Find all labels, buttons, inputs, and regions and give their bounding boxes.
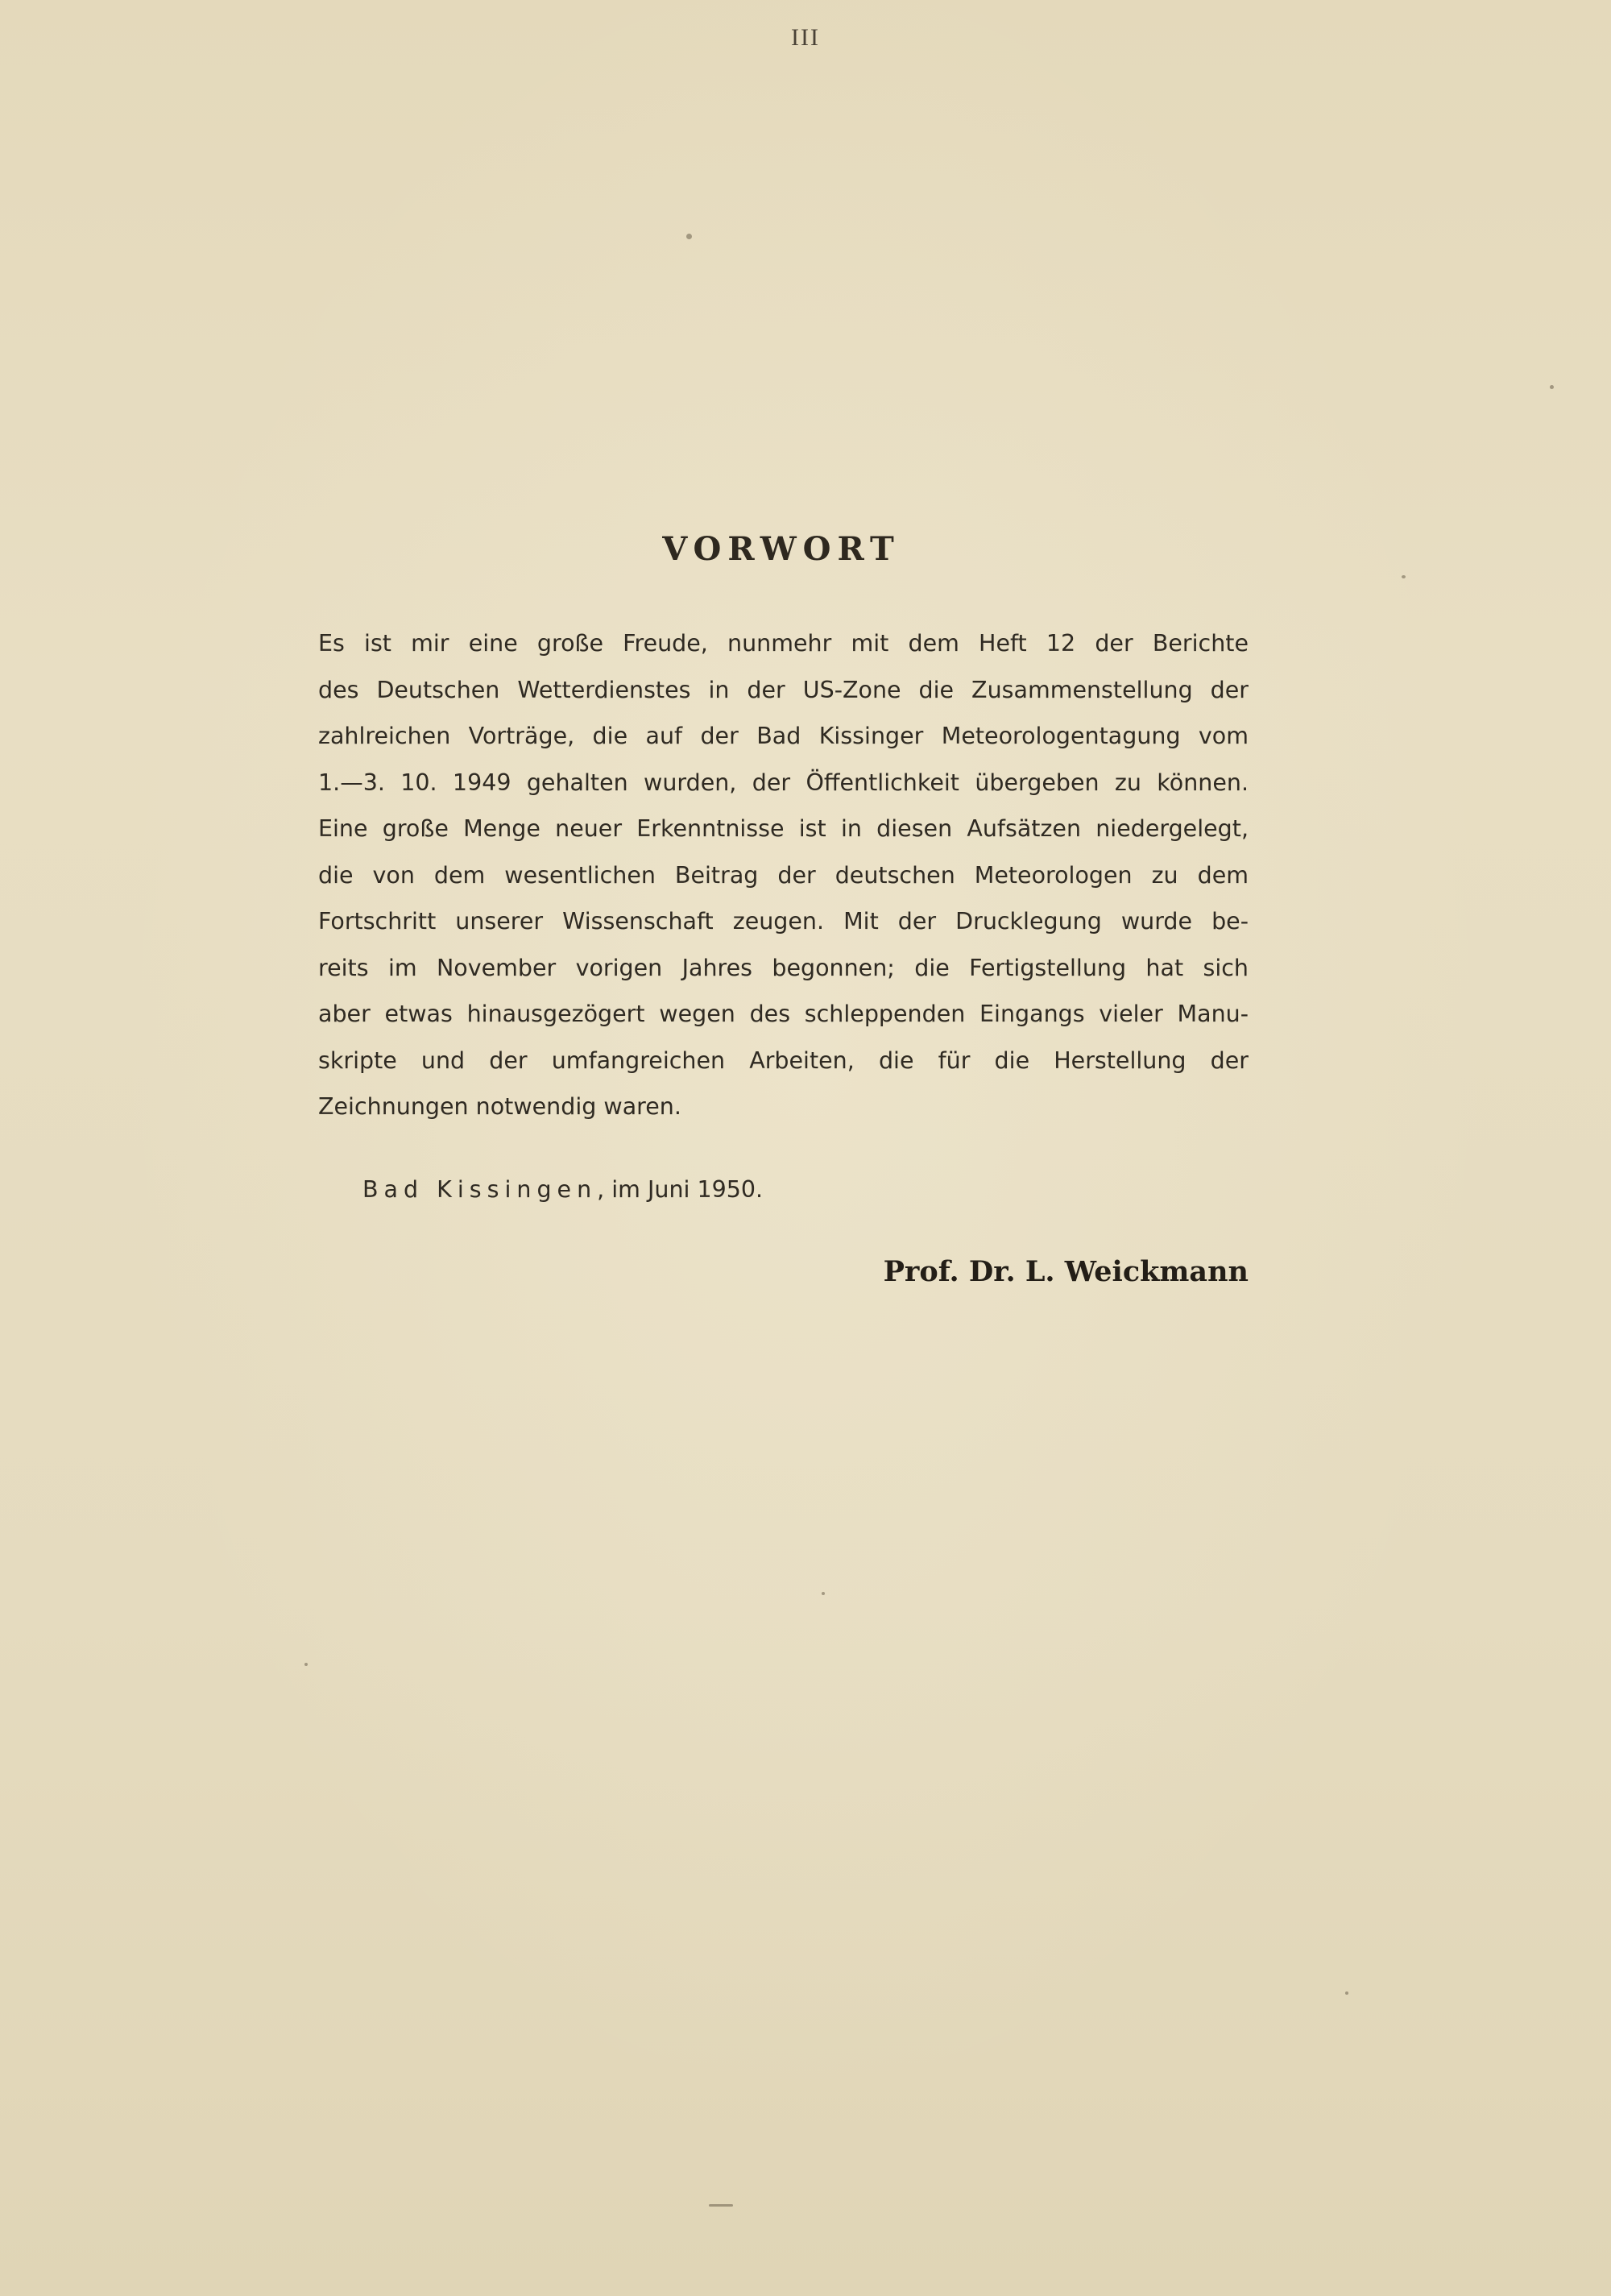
body-line: des Deutschen Wetterdienstes in der US-Zone die Zusammenstellung der — [318, 676, 1249, 703]
paper-speck — [1402, 575, 1406, 578]
paper-speck — [822, 1592, 825, 1595]
body-line: die von dem wesentlichen Beitrag der deutschen Meteorologen zu dem — [318, 861, 1249, 889]
place-name: Bad Kissingen — [362, 1176, 598, 1203]
place-date-line — [362, 1176, 763, 1203]
author-signature: Prof. Dr. L. Weickmann — [883, 1255, 1249, 1288]
paper-speck — [686, 234, 692, 239]
body-line: Fortschritt unserer Wissenschaft zeugen. Mit der Drucklegung wurde be- — [318, 908, 1249, 935]
paper-speck — [1550, 385, 1554, 389]
paper-speck — [304, 1663, 308, 1666]
body-line: Zeichnungen notwendig waren. — [318, 1093, 681, 1120]
body-line: skripte und der umfangreichen Arbeiten, die für die Herstellung der — [318, 1046, 1249, 1074]
body-line: Eine große Menge neuer Erkenntnisse ist in diesen Aufsätzen niedergelegt, — [318, 815, 1249, 842]
body-line: zahlreichen Vorträge, die auf der Bad Kissinger Meteorologentagung vom — [318, 723, 1249, 749]
preface-body — [318, 620, 1249, 1130]
body-line: aber etwas hinausgezögert wegen des schleppenden Eingangs vieler Manu- — [318, 1001, 1249, 1027]
paper-speck — [709, 2204, 733, 2207]
date-text: , im Juni 1950. — [597, 1176, 764, 1203]
body-line: 1.—3. 10. 1949 gehalten wurden, der Öffentlichkeit übergeben zu können. — [318, 769, 1249, 796]
body-line: Es ist mir eine große Freude, nunmehr mit dem Heft 12 der Berichte — [318, 630, 1249, 657]
paper-speck — [1345, 1991, 1348, 1995]
body-line: reits im November vorigen Jahres begonnen; die Fertigstellung hat sich — [318, 954, 1249, 981]
page-title: VORWORT — [662, 530, 901, 568]
page-number: III — [791, 24, 820, 51]
